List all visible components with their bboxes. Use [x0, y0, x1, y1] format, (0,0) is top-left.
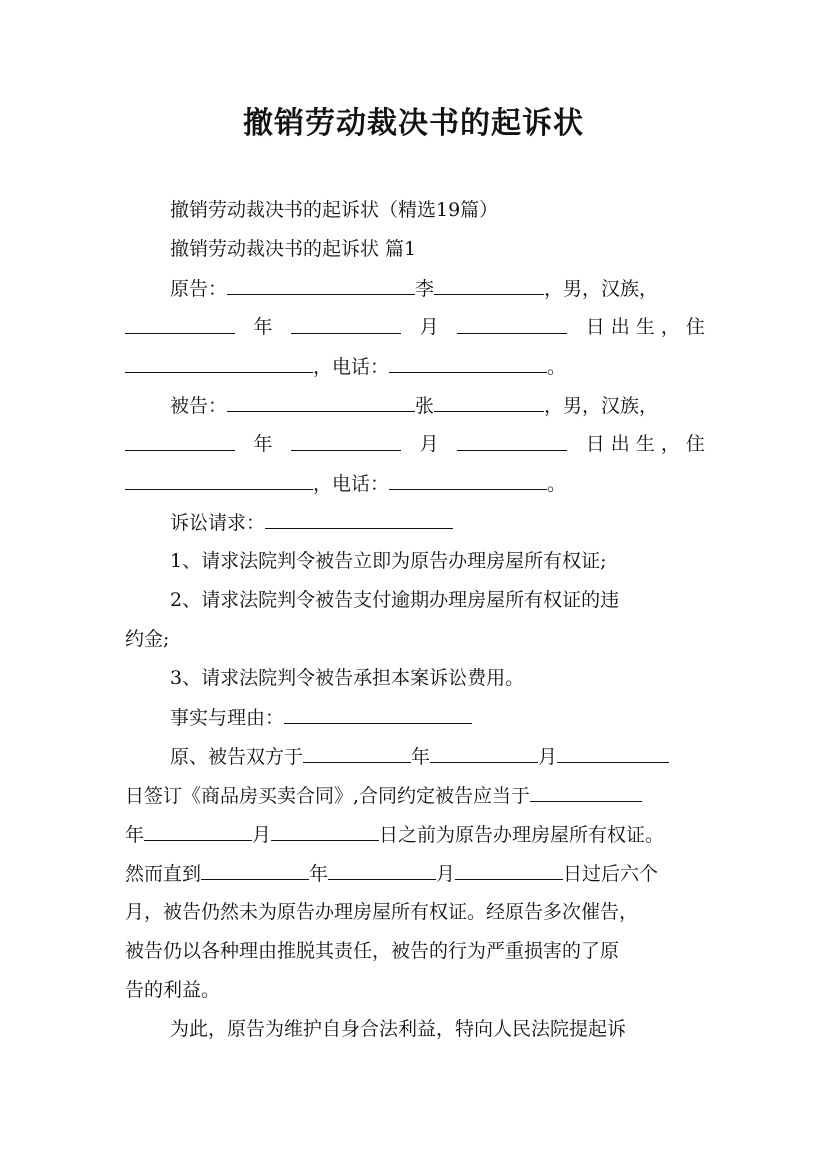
defendant-name: 张	[415, 395, 435, 417]
facts-label: 事实与理由：	[170, 707, 285, 729]
facts-line-2	[125, 781, 705, 810]
facts-line-3	[125, 820, 705, 849]
plaintiff-info: ，男，汉族，	[544, 278, 659, 300]
page-title: 撤销劳动裁决书的起诉状	[243, 106, 584, 141]
facts-text: 日签订《商品房买卖合同》,合同约定被告应当于	[125, 785, 531, 807]
facts-text: 然而直到	[125, 863, 202, 885]
facts-line-4	[125, 859, 705, 888]
facts-text: 日之前为原告办理房屋所有权证。	[379, 824, 665, 846]
month-text: 月	[419, 433, 439, 455]
claims-label: 诉讼请求：	[170, 512, 266, 534]
facts-line-6: 被告仍以各种理由推脱其责任，被告的行为严重损害的了原	[125, 940, 620, 962]
month-text: 月	[538, 746, 558, 768]
facts-heading	[170, 703, 705, 732]
plaintiff-line	[170, 274, 705, 303]
facts-line-7: 告的利益。	[125, 979, 221, 1001]
plaintiff-label: 原告：	[170, 278, 228, 300]
year-text: 年	[411, 746, 431, 768]
facts-line-5: 月，被告仍然未为原告办理房屋所有权证。经原告多次催告，	[125, 901, 639, 923]
month-text: 月	[252, 824, 272, 846]
defendant-line	[170, 391, 705, 420]
defendant-birth-line	[125, 430, 705, 458]
birth-text: 日 出 生 ， 住	[585, 433, 705, 455]
birth-text: 日 出 生 ， 住	[585, 316, 705, 338]
defendant-address-line	[125, 469, 705, 498]
period: 。	[547, 356, 567, 378]
phone-label: ，电话：	[313, 356, 390, 378]
doc-subtitle: 撤销劳动裁决书的起诉状（精选19篇）	[170, 199, 499, 221]
plaintiff-birth-line	[125, 313, 705, 341]
period: 。	[547, 473, 567, 495]
year-text: 年	[309, 863, 329, 885]
claim-2: 2、请求法院判令被告支付逾期办理房屋所有权证的违	[170, 589, 620, 611]
claim-3: 3、请求法院判令被告承担本案诉讼费用。	[170, 667, 525, 689]
month-text: 月	[436, 863, 456, 885]
month-text: 月	[419, 316, 439, 338]
year-text: 年	[125, 824, 145, 846]
year-text: 年	[253, 433, 273, 455]
phone-label: ，电话：	[313, 473, 390, 495]
year-text: 年	[253, 316, 273, 338]
claim-2-cont: 约金;	[125, 628, 170, 650]
claims-heading	[170, 508, 705, 537]
plaintiff-name: 李	[415, 278, 435, 300]
facts-text: 日过后六个	[563, 863, 659, 885]
conclusion-line: 为此，原告为维护自身合法利益，特向人民法院提起诉	[170, 1018, 627, 1040]
facts-line-1	[170, 742, 705, 771]
claim-1: 1、请求法院判令被告立即为原告办理房屋所有权证;	[170, 550, 607, 572]
facts-text: 原、被告双方于	[170, 746, 304, 768]
section-heading: 撤销劳动裁决书的起诉状 篇1	[170, 238, 417, 260]
defendant-info: ，男，汉族，	[544, 395, 659, 417]
plaintiff-address-line	[125, 352, 705, 381]
defendant-label: 被告：	[170, 395, 228, 417]
